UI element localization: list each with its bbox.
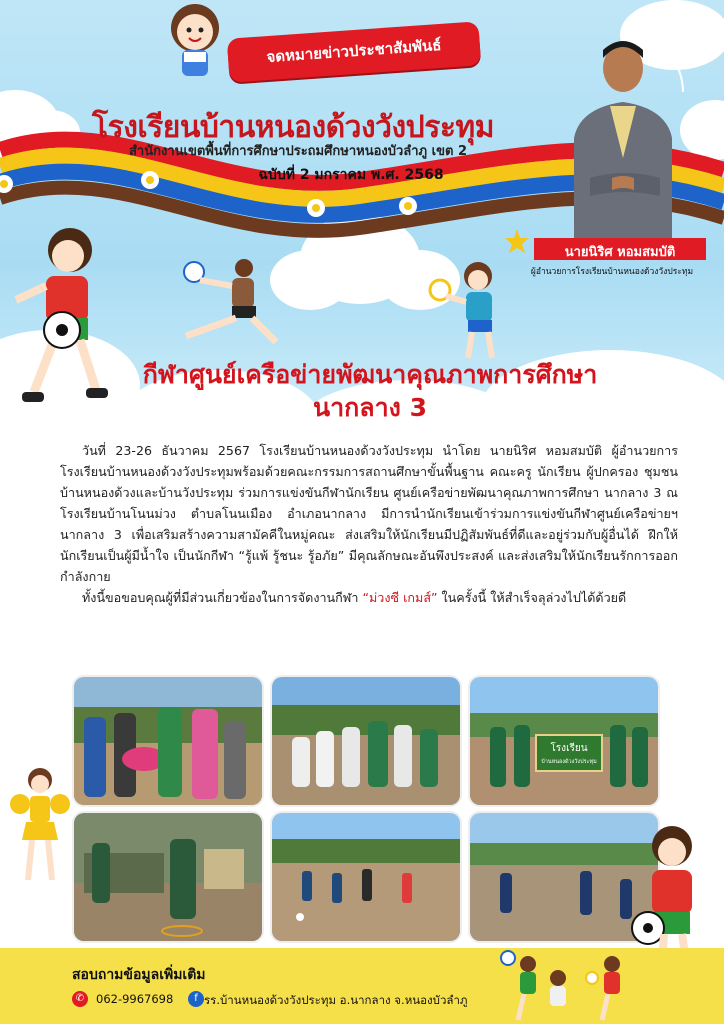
sign-subtext: บ้านหนองด้วงวังประทุม <box>541 759 597 765</box>
director-name-box <box>534 238 706 260</box>
body-paragraph-2-post: ในครั้งนี้ ให้สำเร็จลุล่วงไปได้ด้วยดี <box>437 590 627 605</box>
facebook-page[interactable]: รร.บ้านหนองด้วงวังประทุม อ.นากลาง จ.หนองบัวลำภู <box>204 993 468 1007</box>
sign-text: โรงเรียน <box>550 743 588 754</box>
phone-icon: ✆ <box>72 991 88 1007</box>
article-body <box>60 440 678 608</box>
volleyball-girl-illustration <box>428 258 512 362</box>
school-title: โรงเรียนบ้านหนองด้วงวังประทุม <box>92 110 494 145</box>
director-portrait <box>560 28 686 238</box>
banner-text: จดหมายข่าวประชาสัมพันธ์ <box>265 35 442 67</box>
article-headline <box>80 358 660 424</box>
facebook-icon: f <box>188 991 204 1007</box>
director-name: นายนิริศ หอมสมบัติ <box>564 245 676 260</box>
director-title: ผู้อำนวยการโรงเรียนบ้านหนองด้วงวังประทุม <box>530 267 694 277</box>
cartoon-girl-illustration <box>160 0 230 82</box>
kids-playing-illustration <box>488 944 638 1024</box>
photo-1 <box>72 675 264 807</box>
photo-3 <box>468 675 660 807</box>
star-icon <box>504 228 530 254</box>
photo-4 <box>72 811 264 943</box>
body-paragraph-1: วันที่ 23-26 ธันวาคม 2567 โรงเรียนบ้านหนองด้วงวังประทุม นำโดย นายนิริศ หอมสมบัติ ผู้อำนวยการโรงเรียนบ้านหนองด้วงวังประทุมพร้อมด้วยคณะกรรมการสถานศึกษาขั้นพื้นฐาน คณะครู นักเรียน ผู้ปกครอง ชุมชนบ้านหนองด้วงและบ้านวังประทุม ร่วมการแข่งขันกีฬานักเรียน ศูนย์เครือข่ายพัฒนาคุณภาพการศึกษา นากลาง 3 ณ โรงเรียนบ้านโนนม่วง ตำบลโนนเมือง อำเภอนากลาง มีการนำนักเรียนเข้าร่วมการแข่งขันกีฬาศูนย์เครือข่ายฯ นากลาง 3 เพื่อเสริมสร้างความสามัคคีในหมู่คณะ ส่งเสริมให้นักเรียนมีปฏิสัมพันธ์ที่ดีและอยู่ร่วมกับผู้อื่นได้ ฝึกให้นักเรียนเป็นผู้มีน้ำใจ เป็นนักกีฬา “รู้แพ้ รู้ชนะ รู้อภัย” มีคุณลักษณะอันพึงประสงค์ และส่งเสริมให้นักเรียนรักการออกกำลังกาย <box>60 443 678 584</box>
photo-2 <box>270 675 462 807</box>
event-name-highlight: “ม่วงซี เกมส์” <box>362 590 438 605</box>
body-paragraph-2-pre: ทั้งนี้ขอขอบคุณผู้ที่มีส่วนเกี่ยวข้องในการจัดงานกีฬา <box>82 590 363 605</box>
headline-line-1: กีฬาศูนย์เครือข่ายพัฒนาคุณภาพการศึกษา <box>142 360 598 389</box>
headline-line-2: นากลาง 3 <box>313 393 427 422</box>
phone-number[interactable]: 062-9967698 <box>96 992 174 1006</box>
cheerleader-illustration <box>6 764 72 892</box>
photo-5 <box>270 811 462 943</box>
volleyball-player-illustration <box>166 256 282 346</box>
issue-label: ฉบับที่ 2 มกราคม พ.ศ. 2568 <box>258 167 444 183</box>
office-subtitle: สำนักงานเขตพื้นที่การศึกษาประถมศึกษาหนองบัวลำภู เขต 2 <box>129 144 467 159</box>
footer-title: สอบถามข้อมูลเพิ่มเติม <box>72 967 206 983</box>
body-paragraph-2 <box>60 587 678 608</box>
